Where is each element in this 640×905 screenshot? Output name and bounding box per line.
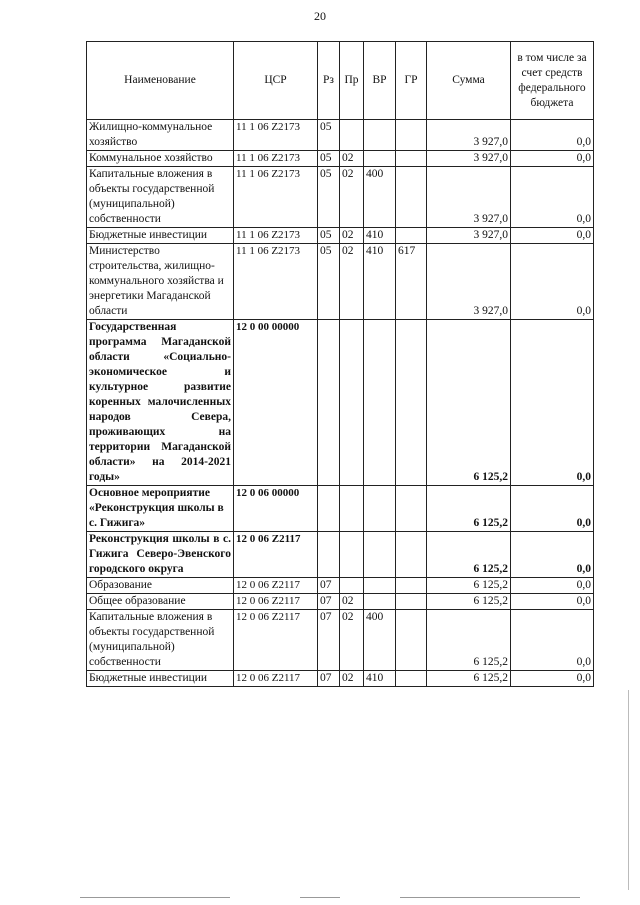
cell-federal: 0,0: [511, 228, 594, 244]
cell-csr: 11 1 06 Z2173: [234, 228, 318, 244]
cell-vr: [364, 532, 396, 578]
cell-csr: 11 1 06 Z2173: [234, 244, 318, 320]
cell-rz: 07: [318, 578, 340, 594]
cell-pr: [340, 486, 364, 532]
cell-gr: [396, 151, 427, 167]
cell-pr: [340, 532, 364, 578]
table-row: [87, 486, 594, 532]
cell-name: Государственная программа Магаданской области «Социально-экономическое и культурное развитие коренных малочисленных народов Севера, проживающих на территории Магаданской области» на 2014-2021 годы»: [87, 320, 234, 486]
budget-table: [86, 41, 594, 687]
cell-federal: 0,0: [511, 244, 594, 320]
header-federal: в том числе за счет средств федерального бюджета: [511, 42, 594, 120]
cell-rz: 07: [318, 594, 340, 610]
cell-vr: [364, 151, 396, 167]
cell-rz: 05: [318, 244, 340, 320]
cell-federal: 0,0: [511, 486, 594, 532]
cell-vr: [364, 486, 396, 532]
cell-pr: [340, 120, 364, 151]
cell-vr: 400: [364, 610, 396, 671]
cell-vr: 410: [364, 244, 396, 320]
table-row: [87, 320, 594, 486]
cell-csr: 11 1 06 Z2173: [234, 151, 318, 167]
cell-vr: [364, 594, 396, 610]
cell-name: Реконструкция школы в с. Гижига Северо-Эвенского городского округа: [87, 532, 234, 578]
cell-federal: 0,0: [511, 151, 594, 167]
cell-rz: 07: [318, 671, 340, 687]
cell-gr: [396, 320, 427, 486]
table-row: [87, 671, 594, 687]
cell-sum: 6 125,2: [427, 578, 511, 594]
cell-gr: 617: [396, 244, 427, 320]
table-row: [87, 244, 594, 320]
header-rz: Рз: [318, 42, 340, 120]
scan-edge-mark: [628, 690, 629, 890]
cell-rz: 05: [318, 120, 340, 151]
footer-line: [400, 897, 580, 898]
cell-gr: [396, 228, 427, 244]
cell-gr: [396, 532, 427, 578]
cell-pr: [340, 320, 364, 486]
cell-name: Бюджетные инвестиции: [87, 228, 234, 244]
cell-csr: 12 0 00 00000: [234, 320, 318, 486]
cell-vr: [364, 320, 396, 486]
footer-line: [80, 897, 230, 898]
cell-rz: 07: [318, 610, 340, 671]
cell-csr: 11 1 06 Z2173: [234, 167, 318, 228]
cell-federal: 0,0: [511, 671, 594, 687]
footer-line: [300, 897, 340, 898]
cell-name: Общее образование: [87, 594, 234, 610]
cell-gr: [396, 610, 427, 671]
table-row: [87, 228, 594, 244]
cell-gr: [396, 671, 427, 687]
table-row: [87, 532, 594, 578]
cell-sum: 6 125,2: [427, 594, 511, 610]
cell-federal: 0,0: [511, 610, 594, 671]
cell-pr: 02: [340, 244, 364, 320]
cell-federal: 0,0: [511, 594, 594, 610]
cell-gr: [396, 120, 427, 151]
cell-name: Образование: [87, 578, 234, 594]
cell-federal: 0,0: [511, 120, 594, 151]
cell-sum: 3 927,0: [427, 244, 511, 320]
cell-sum: 6 125,2: [427, 532, 511, 578]
cell-rz: 05: [318, 167, 340, 228]
cell-gr: [396, 578, 427, 594]
header-pr: Пр: [340, 42, 364, 120]
cell-sum: 3 927,0: [427, 228, 511, 244]
cell-rz: [318, 532, 340, 578]
header-name: Наименование: [87, 42, 234, 120]
cell-vr: 400: [364, 167, 396, 228]
cell-name: Основное мероприятие «Реконструкция школы в с. Гижига»: [87, 486, 234, 532]
cell-pr: 02: [340, 151, 364, 167]
cell-csr: 12 0 06 Z2117: [234, 671, 318, 687]
cell-rz: [318, 486, 340, 532]
cell-name: Капитальные вложения в объекты государственной (муниципальной) собственности: [87, 610, 234, 671]
cell-rz: [318, 320, 340, 486]
table-row: [87, 610, 594, 671]
cell-pr: 02: [340, 228, 364, 244]
table-row: [87, 594, 594, 610]
table-row: [87, 578, 594, 594]
cell-federal: 0,0: [511, 578, 594, 594]
cell-csr: 12 0 06 Z2117: [234, 578, 318, 594]
cell-csr: 12 0 06 00000: [234, 486, 318, 532]
header-sum: Сумма: [427, 42, 511, 120]
cell-vr: [364, 578, 396, 594]
cell-pr: 02: [340, 167, 364, 228]
cell-sum: 6 125,2: [427, 671, 511, 687]
cell-sum: 6 125,2: [427, 486, 511, 532]
cell-sum: 3 927,0: [427, 167, 511, 228]
cell-name: Министерство строительства, жилищно-коммунального хозяйства и энергетики Магаданской области: [87, 244, 234, 320]
cell-rz: 05: [318, 228, 340, 244]
cell-pr: 02: [340, 594, 364, 610]
header-csr: ЦСР: [234, 42, 318, 120]
cell-sum: 3 927,0: [427, 151, 511, 167]
cell-vr: 410: [364, 671, 396, 687]
cell-name: Жилищно-коммунальное хозяйство: [87, 120, 234, 151]
header-row: [87, 42, 594, 120]
table-row: [87, 167, 594, 228]
cell-csr: 12 0 06 Z2117: [234, 594, 318, 610]
header-gr: ГР: [396, 42, 427, 120]
cell-csr: 11 1 06 Z2173: [234, 120, 318, 151]
cell-vr: 410: [364, 228, 396, 244]
cell-sum: 6 125,2: [427, 320, 511, 486]
cell-pr: [340, 578, 364, 594]
table-row: [87, 151, 594, 167]
cell-pr: 02: [340, 610, 364, 671]
cell-name: Капитальные вложения в объекты государственной (муниципальной) собственности: [87, 167, 234, 228]
cell-rz: 05: [318, 151, 340, 167]
cell-gr: [396, 167, 427, 228]
cell-name: Коммунальное хозяйство: [87, 151, 234, 167]
cell-federal: 0,0: [511, 167, 594, 228]
table-body: [87, 120, 594, 687]
cell-pr: 02: [340, 671, 364, 687]
table-row: [87, 120, 594, 151]
page-number: 20: [314, 9, 326, 23]
cell-gr: [396, 486, 427, 532]
cell-name: Бюджетные инвестиции: [87, 671, 234, 687]
cell-csr: 12 0 06 Z2117: [234, 610, 318, 671]
cell-federal: 0,0: [511, 532, 594, 578]
cell-vr: [364, 120, 396, 151]
cell-sum: 3 927,0: [427, 120, 511, 151]
cell-federal: 0,0: [511, 320, 594, 486]
cell-gr: [396, 594, 427, 610]
header-vr: ВР: [364, 42, 396, 120]
cell-csr: 12 0 06 Z2117: [234, 532, 318, 578]
cell-sum: 6 125,2: [427, 610, 511, 671]
